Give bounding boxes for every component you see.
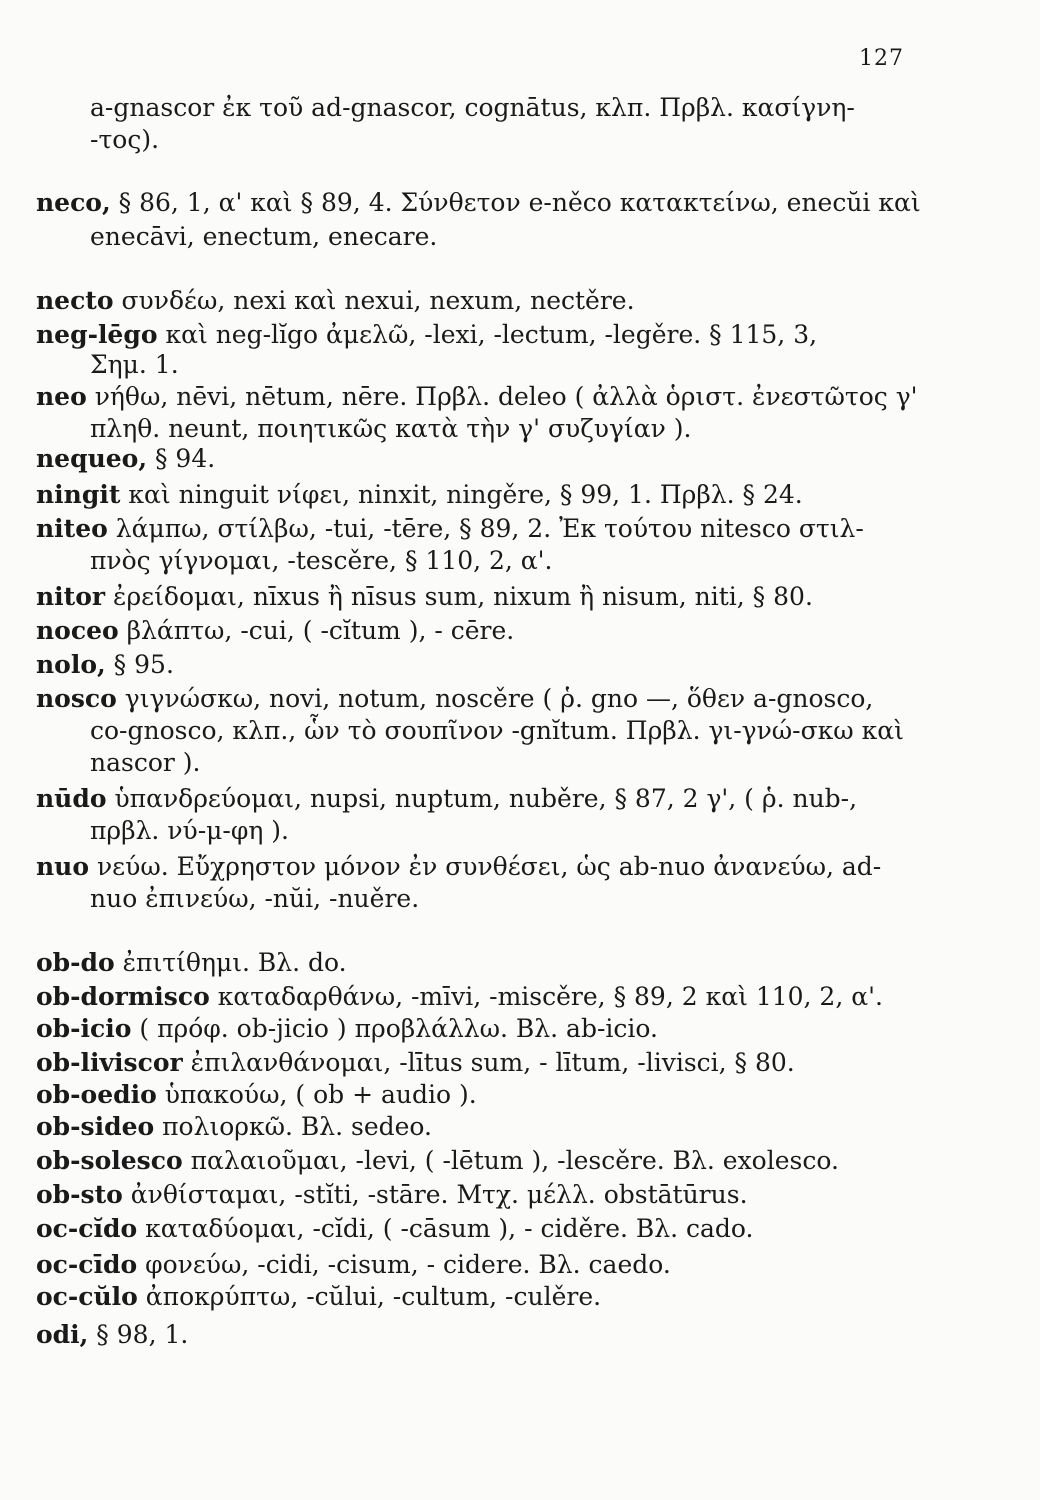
definition-text: πρβλ. νύ-μ-φη ).	[90, 816, 289, 845]
headword: necto	[36, 286, 114, 315]
definition-text: συνδέω, nexi καὶ nexui, nexum, nectěre.	[113, 286, 635, 315]
definition-text: φονεύω, -cidi, -cisum, - cidere. Βλ. caedo.	[137, 1250, 671, 1279]
page-number: 127	[859, 46, 904, 71]
entry-line	[36, 852, 881, 882]
entry-line	[36, 1214, 753, 1244]
definition-text: § 86, 1, α' καὶ § 89, 4. Σύνθετον e-něco κατακτείνω, enecŭi καὶ	[110, 188, 921, 217]
headword: ob-oedio	[36, 1080, 157, 1109]
entry-line	[36, 514, 864, 544]
entry-line	[36, 320, 817, 350]
definition-text: nascor ).	[90, 748, 201, 777]
entry-line	[36, 1180, 748, 1210]
entry-line	[90, 125, 159, 155]
headword: nūdo	[36, 784, 107, 813]
definition-text: πληθ. neunt, ποιητικῶς κατὰ τὴν γ' συζυγίαν ).	[90, 414, 692, 443]
headword: nosco	[36, 684, 117, 713]
definition-text: § 95.	[105, 650, 174, 679]
entry-line	[36, 188, 921, 218]
entry-line	[36, 684, 873, 714]
definition-text: παλαιοῦμαι, -levi, ( -lētum ), -lescěre. Βλ. exolesco.	[182, 1146, 839, 1175]
headword: ob-do	[36, 948, 115, 977]
definition-text: ὑπακούω, ( ob + audio ).	[156, 1080, 477, 1109]
headword: ob-dormisco	[36, 982, 210, 1011]
headword: nuo	[36, 852, 90, 881]
headword: nequeo,	[36, 444, 148, 473]
definition-text: -τος).	[90, 125, 160, 154]
entry-line	[36, 1048, 795, 1078]
definition-text: λάμπω, στίλβω, -tui, -tēre, § 89, 2. Ἐκ τούτου nitesco στιλ-	[107, 514, 864, 543]
entry-line	[90, 748, 201, 778]
definition-text: ὑπανδρεύομαι, nupsi, nuptum, nuběre, § 87, 2 γ', ( ῥ. nub-,	[106, 784, 858, 813]
definition-text: καὶ neg-lĭgo ἀμελῶ, -lexi, -lectum, -legěre. § 115, 3,	[157, 320, 818, 349]
entry-line	[90, 222, 437, 252]
headword: oc-cīdo	[36, 1250, 138, 1279]
definition-text: ( πρόφ. ob-jicio ) προβλάλλω. Βλ. ab-icio.	[131, 1014, 658, 1043]
entry-line	[36, 1112, 432, 1142]
entry-line	[90, 716, 904, 746]
headword: odi,	[36, 1320, 89, 1349]
definition-text: πολιορκῶ. Βλ. sedeo.	[154, 1112, 432, 1141]
definition-text: νήθω, nēvi, nētum, nēre. Πρβλ. deleo ( ἀλλὰ ὁριστ. ἐνεστῶτος γ'	[86, 382, 918, 411]
entry-line	[36, 1080, 477, 1110]
entry-line	[36, 1282, 601, 1312]
entry-line	[36, 650, 174, 680]
entry-line	[36, 982, 883, 1012]
headword: oc-cŭlo	[36, 1282, 138, 1311]
entry-line	[36, 480, 803, 510]
definition-text: Σημ. 1.	[90, 350, 179, 379]
definition-text: βλάπτω, -cui, ( -cĭtum ), - cēre.	[118, 616, 515, 645]
definition-text: a-gnascor ἐκ τοῦ ad-gnascor, cognātus, κλπ. Πρβλ. κασίγνη-	[90, 93, 855, 122]
entry-line	[36, 382, 918, 412]
headword: nolo,	[36, 650, 106, 679]
entry-line	[36, 784, 857, 814]
definition-text: καταδύομαι, -cĭdi, ( -cāsum ), - ciděre. Βλ. cado.	[137, 1214, 754, 1243]
entry-line	[36, 948, 347, 978]
headword: neco,	[36, 188, 111, 217]
entry-line	[36, 286, 635, 316]
definition-text: ἐπιτίθημι. Βλ. do.	[114, 948, 347, 977]
headword: oc-cĭdo	[36, 1214, 138, 1243]
headword: noceo	[36, 616, 119, 645]
headword: ob-icio	[36, 1014, 132, 1043]
entry-line	[90, 414, 691, 444]
headword: ob-solesco	[36, 1146, 183, 1175]
definition-text: § 98, 1.	[88, 1320, 189, 1349]
definition-text: πνὸς γίγνομαι, -tescěre, § 110, 2, α'.	[90, 546, 553, 575]
entry-line	[36, 616, 514, 646]
entry-line	[36, 1320, 188, 1350]
entry-line	[90, 546, 553, 576]
headword: nitor	[36, 582, 106, 611]
entry-line	[90, 93, 855, 123]
definition-text: nuo ἐπινεύω, -nŭi, -nuěre.	[90, 884, 420, 913]
headword: ob-sideo	[36, 1112, 155, 1141]
entry-line	[36, 1250, 671, 1280]
entry-line	[36, 444, 215, 474]
entry-line	[90, 884, 419, 914]
definition-text: ἀποκρύπτω, -cŭlui, -cultum, -culěre.	[137, 1282, 602, 1311]
definition-text: νεύω. Εὔχρηστον μόνον ἐν συνθέσει, ὡς ab-nuo ἀνανεύω, ad-	[89, 852, 882, 881]
entry-line	[90, 350, 179, 380]
definition-text: καταδαρθάνω, -mīvi, -miscěre, § 89, 2 καὶ 110, 2, α'.	[209, 982, 883, 1011]
headword: ningit	[36, 480, 121, 509]
definition-text: καὶ ninguit νίφει, ninxit, ningěre, § 99, 1. Πρβλ. § 24.	[120, 480, 803, 509]
headword: niteo	[36, 514, 108, 543]
definition-text: γιγνώσκω, novi, notum, noscěre ( ῥ. gno —, ὅθεν a-gnosco,	[116, 684, 874, 713]
headword: neo	[36, 382, 87, 411]
headword: ob-liviscor	[36, 1048, 183, 1077]
definition-text: enecāvi, enectum, enecare.	[90, 222, 438, 251]
headword: neg-lēgo	[36, 320, 158, 349]
definition-text: ἐρείδομαι, nīxus ἢ nīsus sum, nixum ἢ nisum, niti, § 80.	[105, 582, 813, 611]
definition-text: co-gnosco, κλπ., ὧν τὸ σουπῖνον -gnĭtum. Πρβλ. γι-γνώ-σκω καὶ	[90, 716, 904, 745]
definition-text: ἐπιλανθάνομαι, -lītus sum, - lītum, -livisci, § 80.	[182, 1048, 795, 1077]
entry-line	[36, 1014, 658, 1044]
definition-text: § 94.	[147, 444, 216, 473]
headword: ob-sto	[36, 1180, 123, 1209]
entry-line	[36, 582, 813, 612]
definition-text: ἀνθίσταμαι, -stĭti, -stāre. Μτχ. μέλλ. obstātūrus.	[122, 1180, 748, 1209]
entry-line	[90, 816, 289, 846]
entry-line	[36, 1146, 839, 1176]
